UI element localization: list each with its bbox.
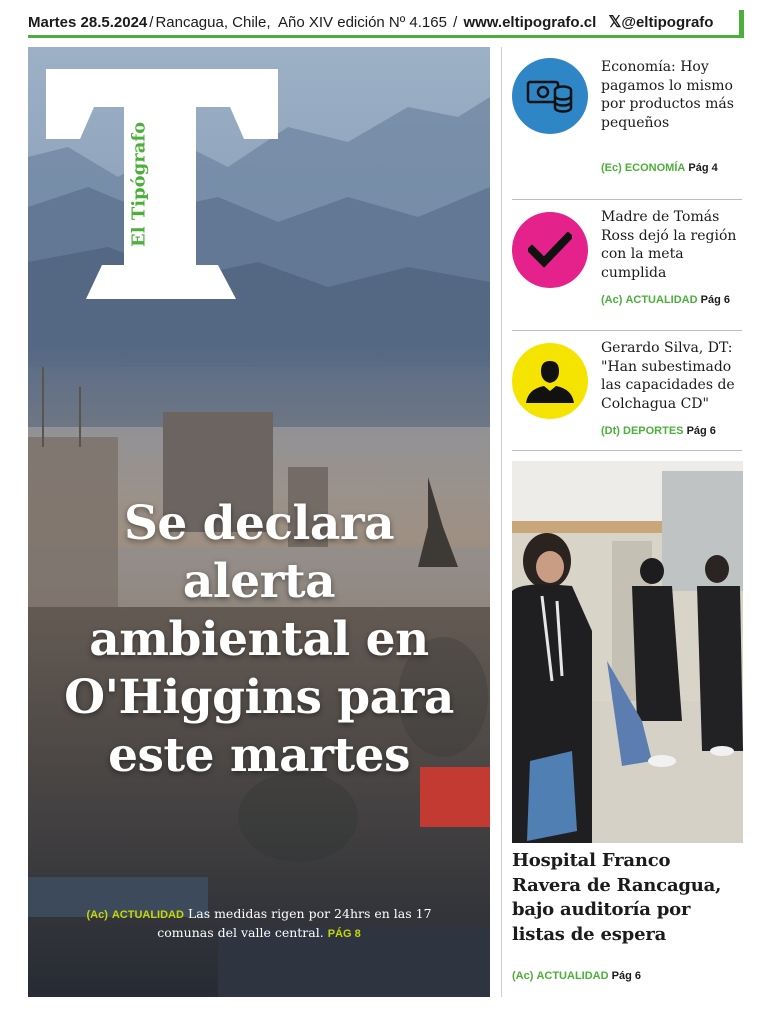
section-name: ACTUALIDAD xyxy=(111,909,184,921)
page-reference[interactable]: Pág 4 xyxy=(688,162,718,174)
side-story-gerardo-silva[interactable] xyxy=(512,339,742,449)
headline-line: alerta xyxy=(182,554,336,609)
page-reference[interactable]: Pág 6 xyxy=(611,970,641,982)
hospital-story-title[interactable]: Hospital Franco Ravera de Rancagua, bajo auditoría por listas de espera xyxy=(512,850,722,945)
section-code: (Ec) xyxy=(601,162,622,174)
section-name: ECONOMÍA xyxy=(624,162,686,174)
story-title: Economía: Hoy pagamos lo mismo por productos más pequeños xyxy=(601,59,734,131)
story-divider xyxy=(512,450,742,451)
side-story-economia[interactable] xyxy=(512,58,742,188)
story-title: Gerardo Silva, DT: "Han subestimado las capacidades de Colchagua CD" xyxy=(601,340,735,412)
page-reference[interactable]: Pág 6 xyxy=(700,294,730,306)
section-code: (Ac) xyxy=(512,970,534,982)
side-story-tomas-ross[interactable] xyxy=(512,208,742,318)
issue-edition: Año XIV edición Nº 4.165 xyxy=(278,14,447,31)
website-link[interactable]: www.eltipografo.cl xyxy=(463,14,597,31)
lead-caption xyxy=(68,905,450,943)
story-title: Madre de Tomás Ross dejó la región con la meta cumplida xyxy=(601,209,737,281)
brand-name: El Tipógrafo xyxy=(128,121,150,247)
headline-line: O'Higgins para xyxy=(64,670,454,725)
lead-story-panel[interactable] xyxy=(28,47,490,997)
column-divider xyxy=(501,47,502,997)
section-code: (Ac) xyxy=(601,294,623,306)
hospital-photo[interactable] xyxy=(512,461,743,843)
masthead-bar: Martes 28.5.2024 / Rancagua, Chile, Año XIV edición Nº 4.165 / www.eltipografo.cl 𝕏@eltipografo xyxy=(28,10,744,38)
social-handle[interactable]: @eltipografo xyxy=(621,14,714,31)
issue-place: Rancagua, Chile, xyxy=(155,14,271,31)
story-divider xyxy=(512,330,742,331)
story-meta xyxy=(601,162,718,174)
money-icon xyxy=(512,58,588,134)
section-code: (Ac) xyxy=(86,909,108,921)
page-reference[interactable]: PÁG 8 xyxy=(327,928,361,940)
page-reference[interactable]: Pág 6 xyxy=(686,425,716,437)
el-tipografo-logo xyxy=(46,67,278,299)
headline-line: Se declara xyxy=(123,496,395,551)
headline-line: este martes xyxy=(108,728,410,783)
x-logo-icon: 𝕏 xyxy=(608,14,622,31)
lead-summary: Las medidas rigen por 24hrs en las 17 comunas del valle central. xyxy=(157,906,432,940)
hospital-story-meta xyxy=(512,970,641,982)
section-name: DEPORTES xyxy=(623,425,684,437)
checkmark-icon xyxy=(512,212,588,288)
section-name: ACTUALIDAD xyxy=(625,294,698,306)
issue-date: Martes 28.5.2024 xyxy=(28,14,148,31)
headline-line: ambiental en xyxy=(89,612,429,667)
story-meta xyxy=(601,294,730,306)
story-divider xyxy=(512,199,742,200)
section-code: (Dt) xyxy=(601,425,620,437)
story-meta xyxy=(601,425,716,437)
person-icon xyxy=(512,343,588,419)
section-name: ACTUALIDAD xyxy=(536,970,609,982)
lead-headline[interactable] xyxy=(36,495,482,785)
